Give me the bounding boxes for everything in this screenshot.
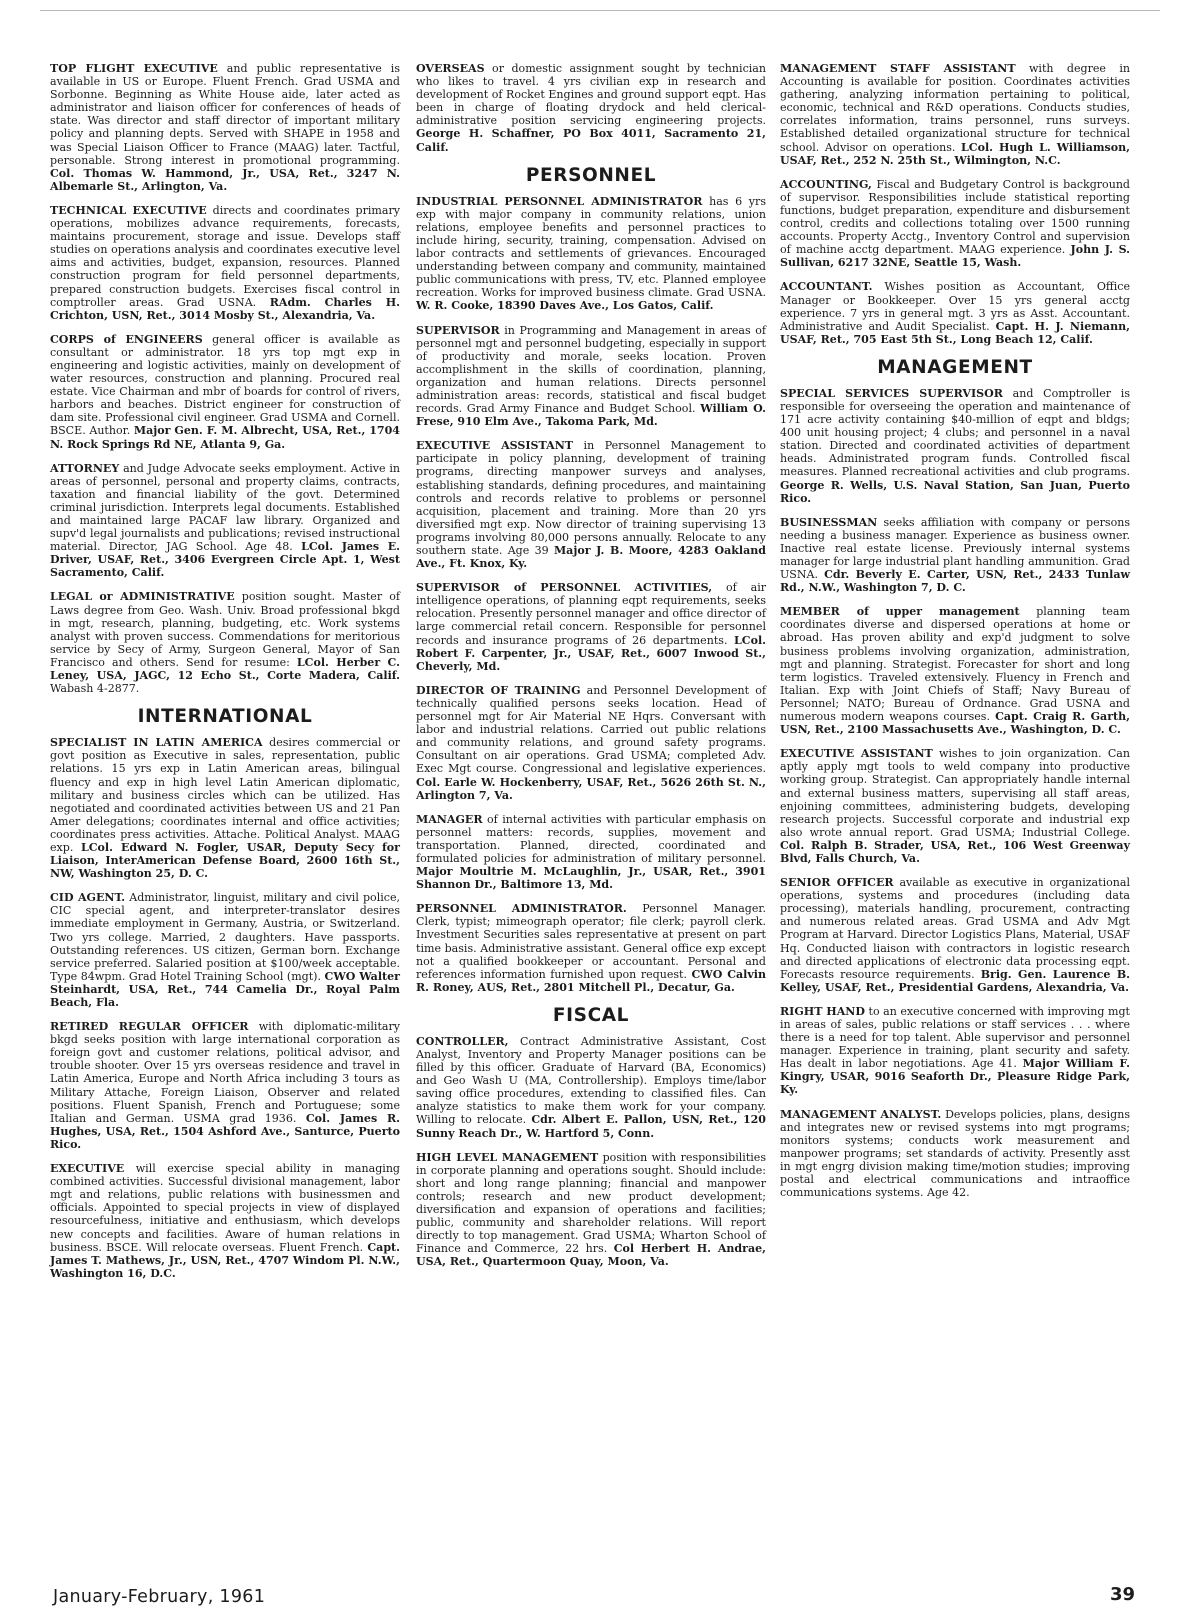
ad-lead: BUSINESSMAN: [780, 515, 878, 529]
ad-body: seeks affiliation with company or persons needing a business manager. Experience as business owner. Inactive real estate license. Previously internal systems manager for large industrial plant handling ammunition. Grad USNA.: [780, 515, 1130, 582]
ad-contact: CWO Calvin R. Roney, AUS, Ret., 2801 Mitchell Pl., Decatur, Ga.: [416, 967, 766, 994]
ad-body: in Personnel Management to participate in policy planning, development of training programs, directing manpower surveys and analyses, establishing standards, defining procedures, and maintaining controls and records relative to problems or personnel acquisition, placement and training. More than 20 yrs diversified mgt exp. Now director of training supervising 13 programs involving 80,000 persons annually. Relocate to any southern state. Age 39: [416, 439, 766, 557]
classified-ad: [780, 605, 1130, 736]
classified-ad: [416, 1035, 766, 1140]
ad-contact: Major Gen. F. M. Albrecht, USA, Ret., 1704 N. Rock Springs Rd NE, Atlanta 9, Ga.: [50, 424, 400, 451]
ad-contact: Col Herbert H. Andrae, USA, Ret., Quartermoon Quay, Moon, Va.: [416, 1242, 766, 1269]
ad-contact: George R. Wells, U.S. Naval Station, San Juan, Puerto Rico.: [780, 478, 1130, 505]
ad-contact: W. R. Cooke, 18390 Daves Ave., Los Gatos, Calif.: [416, 299, 714, 313]
classified-ad: [416, 324, 766, 429]
classified-ad: [780, 1108, 1130, 1200]
classified-ad: [416, 902, 766, 994]
ad-body: will exercise special ability in managing combined activities. Successful divisional management, labor mgt and relations, public relations with businessmen and officials. Appointed to special projects in view of displayed resourcefulness, initiative and enthusiasm, which develops new concepts and facilities. Aware of human relations in business. BSCE. Will relocate overseas. Fluent French.: [50, 1162, 400, 1254]
ad-body: and public representative is available in US or Europe. Fluent French. Grad USMA and Sorbonne. Beginning as White House aide, later acted as administrator and liaison officer for conferences of heads of state. Was director and staff director of important military policy and planning depts. Served with SHAPE in 1958 and was Special Liaison Officer to France (MAAG) later. Tactful, personable. Strong interest in promotional programming.: [50, 62, 400, 167]
ad-contact: Major Moultrie M. McLaughlin, Jr., USAR, Ret., 3901 Shannon Dr., Baltimore 13, Md.: [416, 865, 766, 892]
ad-contact: John J. S. Sullivan, 6217 32NE, Seattle 15, Wash.: [780, 243, 1130, 270]
ad-lead: CONTROLLER,: [416, 1034, 509, 1048]
classified-ad: [780, 516, 1130, 595]
ad-body: has 6 yrs exp with major company in community relations, union relations, employee benefits and personnel practices to include hiring, security, training, compensation. Advised on labor contracts and settlements of grievances. Encouraged understanding between company and community, maintained public communications with press, TV, etc. Planned employee recreation. Works for improved business climate. Grad USNA.: [416, 194, 766, 300]
ad-contact: Capt. H. J. Niemann, USAF, Ret., 705 East 5th St., Long Beach 12, Calif.: [780, 319, 1130, 346]
column-1: [50, 62, 400, 1291]
ad-body: Personnel Manager. Clerk, typist; mimeograph operator; file clerk; payroll clerk. Investment Securities sales representative at present on part time basis. Administrative assistant. General office exp except not a qualified bookkeeper or accountant. Personal and references information furnished upon request.: [416, 902, 766, 981]
ad-contact: LCol. Robert F. Carpenter, Jr., USAF, Ret., 6007 Inwood St., Cheverly, Md.: [416, 633, 766, 673]
section-heading: MANAGEMENT: [877, 356, 1033, 378]
classified-ad: [416, 439, 766, 570]
classified-ad: [50, 891, 400, 1009]
ad-lead: MANAGER: [416, 812, 483, 826]
classified-ad: [780, 747, 1130, 865]
ad-tail: Wabash 4-2877.: [50, 682, 140, 696]
classified-ad: [50, 204, 400, 322]
ad-body: Fiscal and Budgetary Control is background of supervisor. Responsibilities include statistical reporting functions, budget preparation, expenditure and disbursement control, credits and collections totaling over 1500 running accounts. Property Acctg., Inventory Control and supervision of machine acctg department. MAAG experience.: [780, 177, 1130, 257]
classified-ad: [50, 736, 400, 880]
top-rule: [40, 10, 1160, 11]
classified-ad: [780, 876, 1130, 994]
classified-ad: [416, 813, 766, 892]
ad-contact: William O. Frese, 910 Elm Ave., Takoma Park, Md.: [416, 402, 766, 429]
ad-lead: EXECUTIVE: [50, 1162, 125, 1176]
classified-ad: [416, 684, 766, 802]
ad-lead: HIGH LEVEL MANAGEMENT: [416, 1150, 599, 1164]
classified-ad: [416, 62, 766, 154]
ad-contact: Col. Ralph B. Strader, USA, Ret., 106 West Greenway Blvd, Falls Church, Va.: [780, 838, 1130, 865]
ad-body: directs and coordinates primary operations, mobilizes advance requirements, forecasts, maintains procurement, storage and issue. Develops staff studies on operations analysis and coordinates executive level aims and activities, budget, expansion, resources. Planned construction program for field personnel departments, prepared construction budgets. Exercises fiscal control in comptroller areas. Grad USNA.: [50, 203, 400, 309]
classified-ad: [780, 280, 1130, 345]
classified-ad: [416, 195, 766, 313]
column-3: [780, 62, 1130, 1210]
ad-lead: PERSONNEL ADMINISTRATOR.: [416, 902, 627, 916]
classified-ad: [50, 62, 400, 193]
classified-ad: [50, 1162, 400, 1280]
ad-body: and Comptroller is responsible for overseeing the operation and maintenance of 171 acre activity containing $40-million of eqpt and bldgs; 400 unit housing project; 4 clubs; and personnel in a naval station. Directed and coordinated activities of department heads. Administrated program funds. Controlled fiscal measures. Planned recreational activities and club programs.: [780, 386, 1130, 479]
classified-ad: [416, 581, 766, 673]
ad-body: or domestic assignment sought by technician who likes to travel. 4 yrs civilian exp in research and development of Rocket Engines and ground support eqpt. Has been in charge of floating drydock and held clerical-administrative position servicing engineering projects.: [416, 62, 766, 128]
ad-lead: SUPERVISOR of PERSONNEL ACTIVITIES,: [416, 581, 713, 595]
ad-lead: TOP FLIGHT EXECUTIVE: [50, 62, 218, 75]
ad-lead: MANAGEMENT STAFF ASSISTANT: [780, 62, 1016, 75]
ad-contact: Cdr. Albert E. Pallon, USN, Ret., 120 Sunny Reach Dr., W. Hartford 5, Conn.: [416, 1113, 766, 1140]
ad-lead: SENIOR OFFICER: [780, 876, 894, 890]
ad-body: in Programming and Management in areas of personnel mgt and personnel budgeting, especially in support of productivity and morale, seeks location. Proven accomplishment in the skills of coordination, planning, organization and human relations. Directs personnel administration areas: records, statistical and fiscal budget records. Grad Army Finance and Budget School.: [416, 323, 766, 416]
ad-contact: Col. Thomas W. Hammond, Jr., USA, Ret., 3247 N. Albemarle St., Arlington, Va.: [50, 166, 400, 193]
ad-lead: CID AGENT.: [50, 891, 126, 905]
ad-contact: Capt. Craig R. Garth, USN, Ret., 2100 Massachusetts Ave., Washington, D. C.: [780, 710, 1130, 737]
ad-body: general officer is available as consultant or administrator. 18 yrs top mgt exp in engineering and logistic activities, mainly on development of water resources, construction and planning. Procured real estate. Vice Chairman and mbr of boards for control of rivers, harbors and beaches. District engineer for construction of dam site. Professional civil engineer. Grad USMA and Cornell. BSCE. Author.: [50, 332, 400, 438]
classified-ad: [780, 178, 1130, 270]
ad-body: with degree in Accounting is available for position. Coordinates activities gathering, analyzing information pertaining to political, economic, technical and R&D operations. Conducts studies, correlates information, trains personnel, runs surveys. Established detailed organizational structure for technical school. Advisor on operations.: [780, 62, 1131, 154]
ad-body: desires commercial or govt position as Executive in sales, representation, public relations. 15 yrs exp in Latin American areas, bilingual fluency and exp in high level Latin American diplomatic, military and business circles which can be utilized. Has negotiated and coordinated activities between US and 21 Pan Amer delegations; coordinates internal and office activities; coordinates press activities. Attache. Political Analyst. MAAG exp.: [50, 736, 400, 854]
classified-ad: [50, 462, 400, 580]
ad-body: and Judge Advocate seeks employment. Active in areas of personnel, personal and property claims, contracts, taxation and financial liability of the govt. Determined criminal jurisdiction. Interprets legal documents. Established and maintained large PACAF law library. Organized and supv'd legal journalists and publications; revised instructional material. Director, JAG School. Age 48.: [50, 461, 400, 554]
ad-contact: Cdr. Beverly E. Carter, USN, Ret., 2433 Tunlaw Rd., N.W., Washington 7, D. C.: [780, 568, 1130, 595]
ad-lead: CORPS of ENGINEERS: [50, 332, 203, 346]
page-number: 39: [1110, 1584, 1136, 1605]
ad-lead: SPECIAL SERVICES SUPERVISOR: [780, 386, 1003, 400]
issue-date: January-February, 1961: [53, 1587, 266, 1607]
ad-lead: EXECUTIVE ASSISTANT: [780, 747, 933, 761]
ad-lead: MEMBER of upper management: [780, 605, 1020, 619]
classified-ad: [416, 1151, 766, 1269]
ad-lead: MANAGEMENT ANALYST.: [780, 1107, 942, 1121]
ad-contact: RAdm. Charles H. Crichton, USN, Ret., 3014 Mosby St., Alexandria, Va.: [50, 295, 401, 322]
ad-body: of internal activities with particular emphasis on personnel matters: records, supplies, movement and transportation. Planned, directed, coordinated and formulated policies for administration of military personnel.: [416, 812, 766, 865]
classified-ad: [780, 387, 1130, 505]
ad-lead: INDUSTRIAL PERSONNEL ADMINISTRATOR: [416, 194, 703, 208]
ad-contact: CWO Walter Steinhardt, USA, Ret., 744 Camelia Dr., Royal Palm Beach, Fla.: [50, 969, 400, 1009]
column-2: [416, 62, 766, 1280]
ad-contact: LCol. Herber C. Leney, USA, JAGC, 12 Echo St., Corte Madera, Calif.: [50, 655, 400, 683]
ad-body: position sought. Master of Laws degree from Geo. Wash. Univ. Broad professional bkgd in mgt, research, planning, budgeting, etc. Work systems analyst with proven success. Commendations for meritorious service by Secy of Army, Surgeon General, Mayor of San Francisco and others. Send for resume:: [50, 590, 400, 669]
ad-lead: RETIRED REGULAR OFFICER: [50, 1020, 249, 1034]
ad-lead: SPECIALIST IN LATIN AMERICA: [50, 736, 263, 750]
section-heading: PERSONNEL: [525, 164, 657, 186]
ad-lead: EXECUTIVE ASSISTANT: [416, 439, 574, 453]
ad-contact: Brig. Gen. Laurence B. Kelley, USAF, Ret., Presidential Gardens, Alexandria, Va.: [780, 967, 1130, 994]
ad-body: wishes to join organization. Can aptly apply mgt tools to weld company into productive working group. Strategist. Can appropriately handle internal and external business matters, supervising all staff areas, enjoining committees, administering budgets, developing research projects. Successful corporate and industrial exp also wrote annual report. Grad USMA; Industrial College.: [780, 747, 1130, 839]
ad-lead: ATTORNEY: [50, 461, 120, 475]
ad-body: position with responsibilities in corporate planning and operations sought. Should include: short and long range planning; financial and manpower controls; research and new product development; diversification and expansion of operations and facilities; public, community and shareholder relations. Will report directly to top management. Grad USMA; Wharton School of Finance and Commerce, 22 hrs.: [416, 1150, 766, 1256]
ad-lead: ACCOUNTANT.: [780, 280, 873, 294]
classified-ad: [780, 1005, 1130, 1097]
ad-body: Wishes position as Accountant, Office Manager or Bookkeeper. Over 15 yrs general acctg experience. 7 yrs in general mgt. 3 yrs as Asst. Accountant. Administrative and Audit Specialist.: [780, 280, 1130, 333]
section-heading: INTERNATIONAL: [137, 706, 313, 728]
ad-body: to an executive concerned with improving mgt in areas of sales, public relations or staff services . . . where there is a need for top talent. Able supervisor and personnel manager. Experience in training, plant security and safety. Has dealt in labor negotiations. Age 41.: [780, 1004, 1130, 1071]
ad-lead: OVERSEAS: [416, 62, 485, 75]
ad-lead: DIRECTOR OF TRAINING: [416, 683, 581, 697]
ad-contact: Major William F. Kingry, USAR, 9016 Seaforth Dr., Pleasure Ridge Park, Ky.: [780, 1057, 1130, 1097]
ad-body: with diplomatic-military bkgd seeks position with large international corporation as foreign govt and customer relations, political advisor, and trouble shooter. Over 15 yrs overseas residence and travel in Latin America, Europe and North Africa including 3 tours as Military Attache, Foreign Liaison, Observer and related positions. Fluent Spanish, French and Portuguese; some Italian and German. USMA grad 1936.: [50, 1020, 401, 1125]
ad-contact: Major J. B. Moore, 4283 Oakland Ave., Ft. Knox, Ky.: [416, 544, 767, 571]
classified-ad: [50, 333, 400, 451]
classified-ad: [780, 62, 1130, 167]
ad-body: Contract Administrative Assistant, Cost Analyst, Inventory and Property Manager positions can be filled by this officer. Graduate of Harvard (BA, Economics) and Geo Wash U (MA, Controllership). Employs time/labor saving office procedures, extending to classified files. Can analyze statistics to make them work for your company. Willing to relocate.: [416, 1034, 766, 1127]
classified-ad: [50, 590, 400, 695]
ad-body: Develops policies, plans, designs and integrates new or revised systems into mgt programs; monitors systems; conducts work measurement and manpower programs; set standards of activity. Presently asst in mgt engrg division making time/motion studies; improving postal and electrical communications and intraoffice communications systems. Age 42.: [780, 1107, 1130, 1200]
ad-lead: LEGAL or ADMINISTRATIVE: [50, 590, 235, 604]
ad-lead: RIGHT HAND: [780, 1004, 865, 1018]
ad-body: of air intelligence operations, of planning eqpt requirements, seeks relocation. Presently personnel manager and office director of large commercial retail concern. Responsible for personnel records and insurance programs of 26 departments.: [416, 581, 767, 647]
ad-lead: TECHNICAL EXECUTIVE: [50, 203, 207, 217]
ad-contact: LCol. James E. Driver, USAF, Ret., 3406 Evergreen Circle Apt. 1, West Sacramento, Calif.: [50, 540, 401, 580]
classified-ad: [50, 1020, 400, 1151]
ad-contact: Col. Earle W. Hockenberry, USAF, Ret., 5626 26th St. N., Arlington 7, Va.: [416, 775, 766, 802]
ad-contact: Col. James R. Hughes, USA, Ret., 1504 Ashford Ave., Santurce, Puerto Rico.: [50, 1111, 400, 1151]
ad-body: and Personnel Development of technically qualified persons seeks location. Head of personnel mgt for Air Material NE Hqrs. Conversant with labor and industrial relations. Carried out public relations and community relations, and ground safety programs. Consultant on air operations. Grad USMA; completed Adv. Exec Mgt course. Congressional and legislative experiences.: [416, 683, 766, 776]
ad-contact: LCol. Hugh L. Williamson, USAF, Ret., 252 N. 25th St., Wilmington, N.C.: [780, 140, 1131, 167]
ad-body: available as executive in organizational operations, systems and procedures (including data processing), materials handling, procurement, contracting and numerous related areas. Grad USMA and Adv Mgt Program at Harvard. Director Logistics Plans, Material, USAF Hq. Conducted liaison with contractors in logistic research and directed applications of electronic data processing eqpt. Forecasts resource requirements.: [780, 876, 1130, 981]
ad-contact: Capt. James T. Mathews, Jr., USN, Ret., 4707 Windom Pl. N.W., Washington 16, D.C.: [50, 1240, 400, 1280]
ad-lead: ACCOUNTING,: [780, 177, 872, 191]
section-heading: FISCAL: [552, 1004, 630, 1026]
ad-contact: George H. Schaffner, PO Box 4011, Sacramento 21, Calif.: [416, 127, 766, 154]
ad-lead: SUPERVISOR: [416, 323, 500, 337]
ad-body: Administrator, linguist, military and civil police, CIC special agent, and interpreter-translator desires immediate employment in Germany, Austria, or Switzerland. Two yrs college. Married, 2 daughters. Have passports. Outstanding references. US citizen, German born. Exchange service preferred. Salaried position at $100/week acceptable. Type 84wpm. Grad Hotel Training School (mgt).: [50, 891, 400, 983]
ad-contact: LCol. Edward N. Fogler, USAR, Deputy Secy for Liaison, InterAmerican Defense Board, 2600 16th St., NW, Washington 25, D. C.: [50, 840, 400, 881]
ad-body: planning team coordinates diverse and dispersed operations at home or abroad. Has proven ability and exp'd judgment to solve business problems involving organization, administration, mgt and planning. Strategist. Forecaster for short and long term logistics. Traveled extensively. Fluency in French and Italian. Exp with Joint Chiefs of Staff; Navy Bureau of Personnel; NATO; Bureau of Ordnance. Grad USNA and numerous modern weapons courses.: [780, 605, 1130, 724]
